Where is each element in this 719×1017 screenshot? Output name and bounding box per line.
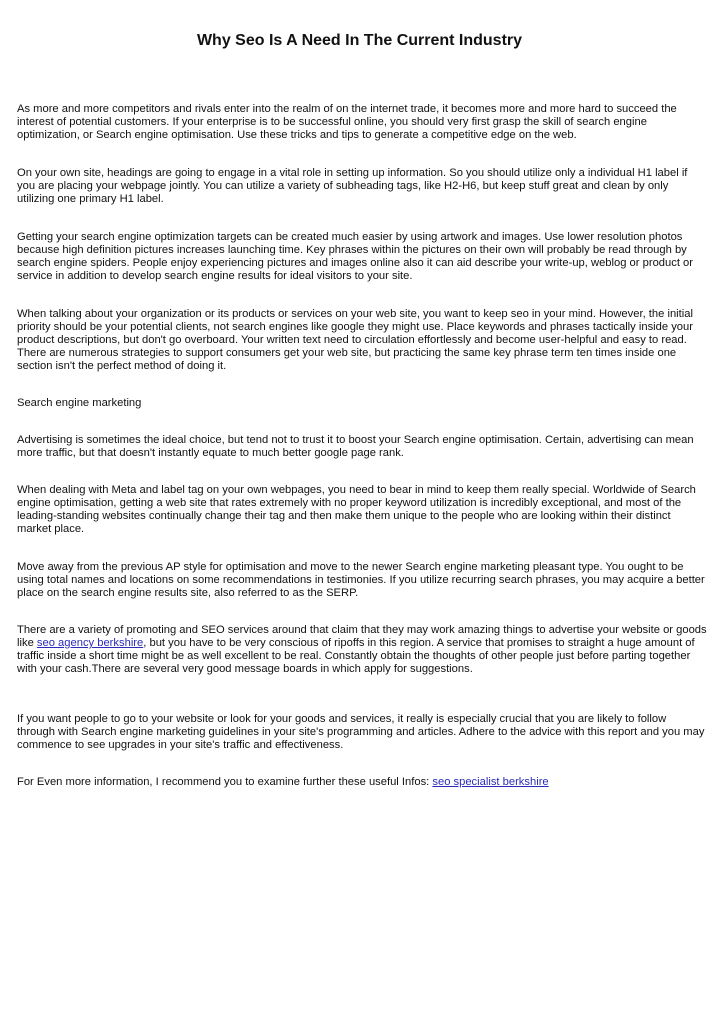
paragraph-services-text-before: There are a variety of promoting and SEO services around that claim that they may work amazing things to advertise your website or goods like: [17, 624, 707, 649]
paragraph-more-info: [17, 776, 707, 789]
paragraph-heading-sem: Search engine marketing: [17, 397, 142, 409]
paragraph-intro: As more and more competitors and rivals enter into the realm of on the internet trade, it becomes more and more hard to succeed the interest of potential customers. If your enterprise is to be successful online, you should very first grasp the skill of search engine optimization, or Search engine optimisation. Use these tricks and tips to generate a competitive edge on the web.: [17, 103, 677, 141]
paragraph-more-info-text: For Even more information, I recommend you to examine further these useful Infos:: [17, 776, 433, 788]
paragraph-ap-style: Move away from the previous AP style for optimisation and move to the newer Search engine marketing pleasant type. You ought to be using total names and locations on some recommendations in testimonies. If you utilize recurring search phrases, you may acquire a better place on the search engine results site, also referred to as the SERP.: [17, 561, 705, 599]
paragraph-services-text-after: , but you have to be very conscious of ripoffs in this region. A service that promises to straight a huge amount of traffic inside a short time might be as well excellent to be real. Constantly obtain the thoughts of other people just before parting together with your cash.There are several very good message boards in which apply for suggestions.: [17, 637, 695, 675]
paragraph-headings: On your own site, headings are going to engage in a vital role in setting up information. So you should utilize only a individual H1 label if you are placing your webpage jointly. You can utilize a variety of subheading tags, like H2-H6, but keep stuff great and clean by only utilizing one primary H1 label.: [17, 167, 688, 205]
paragraph-meta-tags: When dealing with Meta and label tag on your own webpages, you need to bear in mind to keep them really special. Worldwide of Search engine optimisation, getting a web site that rates extremely with no proper keyword utilization is incredibly exceptional, and most of the leading-standing websites continually change their tag and then make them unique to the people who are looking within their distinct market place.: [17, 484, 696, 535]
paragraph-images: Getting your search engine optimization targets can be created much easier by using artwork and images. Use lower resolution photos because high definition pictures increases launching time. Key phrases within the pictures on their own will probably be read through by search engine spiders. People enjoy experiencing pictures and images online also it can aid describe your write-up, weblog or product or service in addition to develop search engine results for ideal visitors to your site.: [17, 231, 693, 282]
paragraph-services: [17, 624, 707, 676]
seo-agency-link[interactable]: seo agency berkshire: [36, 637, 144, 649]
page-title: Why Seo Is A Need In The Current Industry: [196, 32, 523, 49]
seo-specialist-link[interactable]: seo specialist berkshire: [432, 776, 549, 788]
paragraph-advertising: Advertising is sometimes the ideal choice, but tend not to trust it to boost your Search engine optimisation. Certain, advertising can mean more traffic, but that doesn't instantly equate to much better google page rank.: [17, 434, 694, 459]
paragraph-guidelines: If you want people to go to your website or look for your goods and services, it really is especially crucial that you are likely to follow through with Search engine marketing guidelines in your site's programming and articles. Adhere to the advice with this report and you may commence to see upgrades in your site's traffic and effectiveness.: [17, 713, 705, 751]
paragraph-products: When talking about your organization or its products or services on your web site, you want to keep seo in your mind. However, the initial priority should be your potential clients, not search engines like google they might use. Place keywords and phrases tactically inside your product descriptions, but don't go overboard. Your written text need to circulation effortlessly and become user-helpful and easy to read. There are numerous strategies to support consumers get your web site, but practicing the same key phrase term ten times inside one section isn't the perfect method of doing it.: [17, 308, 693, 372]
